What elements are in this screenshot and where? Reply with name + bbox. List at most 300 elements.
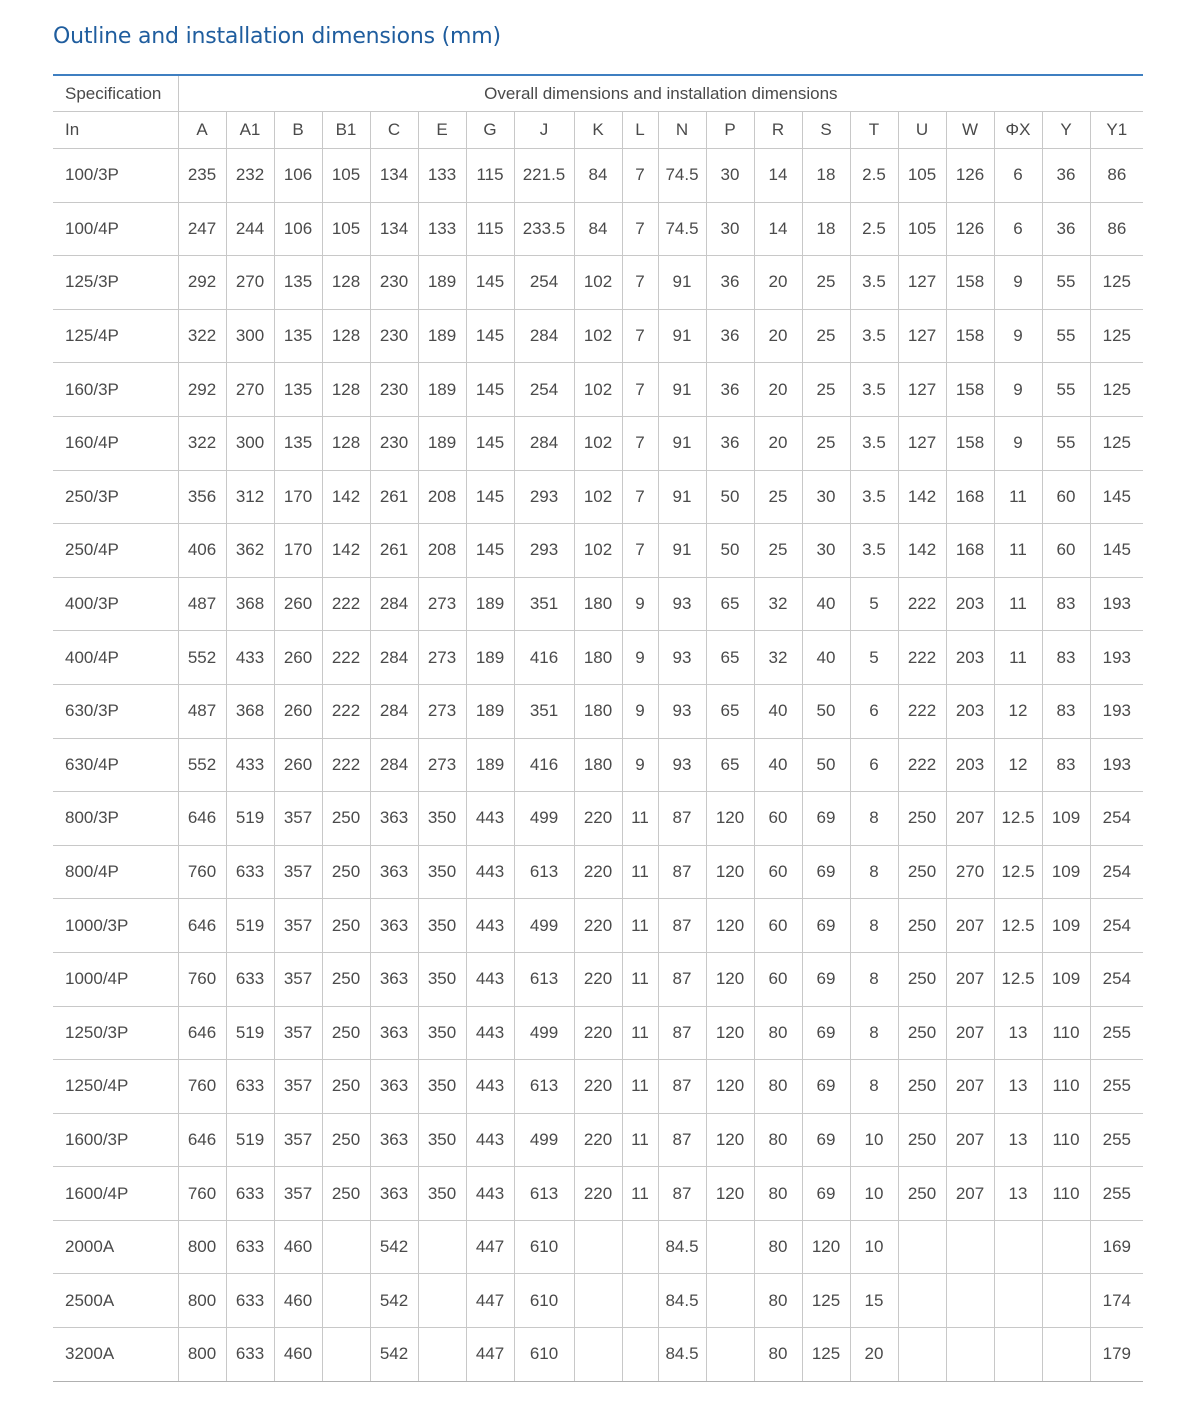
table-row (53, 416, 1143, 470)
dimension-cell: 443 (466, 792, 514, 846)
dimension-cell: 87 (658, 1060, 706, 1114)
dimension-cell: 443 (466, 1113, 514, 1167)
dimension-cell: 363 (370, 792, 418, 846)
dimension-cell: 10 (850, 1167, 898, 1221)
dimension-cell: 84.5 (658, 1220, 706, 1274)
dimension-cell: 220 (574, 1060, 622, 1114)
dimension-cell: 292 (178, 256, 226, 310)
dimension-cell: 203 (946, 738, 994, 792)
dimension-cell (994, 1328, 1042, 1382)
table-row (53, 1167, 1143, 1221)
dimension-cell (898, 1220, 946, 1274)
table-row (53, 1274, 1143, 1328)
dimension-cell: 74.5 (658, 202, 706, 256)
dimension-cell: 83 (1042, 577, 1090, 631)
dimension-cell: 36 (706, 256, 754, 310)
dimension-cell (322, 1274, 370, 1328)
dimension-cell: 322 (178, 309, 226, 363)
dimension-cell: 14 (754, 149, 802, 203)
dimension-cell: 8 (850, 1060, 898, 1114)
dimension-cell: 613 (514, 1060, 574, 1114)
dimension-cell: 8 (850, 952, 898, 1006)
dimension-cell (706, 1328, 754, 1382)
dimension-cell: 86 (1090, 202, 1143, 256)
dimension-cell: 350 (418, 1060, 466, 1114)
dimension-cell: 356 (178, 470, 226, 524)
dimension-cell: 109 (1042, 899, 1090, 953)
dimension-cell: 255 (1090, 1113, 1143, 1167)
dimension-cell: 109 (1042, 952, 1090, 1006)
dimension-cell: 250 (322, 1060, 370, 1114)
dimension-cell (706, 1274, 754, 1328)
dimension-cell: 3.5 (850, 363, 898, 417)
dimension-cell: 254 (514, 363, 574, 417)
dimension-cell: 208 (418, 524, 466, 578)
dimension-cell: 11 (994, 470, 1042, 524)
dimension-cell: 250 (898, 1060, 946, 1114)
specification-cell: 100/4P (53, 202, 178, 256)
dimension-cell: 12.5 (994, 952, 1042, 1006)
dimension-cell: 83 (1042, 684, 1090, 738)
dimension-cell: 55 (1042, 309, 1090, 363)
dimension-cell: 102 (574, 416, 622, 470)
dimension-cell: 447 (466, 1274, 514, 1328)
dimension-cell: 32 (754, 577, 802, 631)
dimension-cell: 222 (898, 577, 946, 631)
dimension-cell: 50 (802, 684, 850, 738)
dimension-cell: 11 (622, 899, 658, 953)
dimension-cell: 230 (370, 309, 418, 363)
dimension-cell: 18 (802, 149, 850, 203)
dimension-cell: 10 (850, 1220, 898, 1274)
dimension-cell: 25 (754, 524, 802, 578)
dimension-cell: 220 (574, 845, 622, 899)
dimension-cell (994, 1274, 1042, 1328)
dimension-cell: 69 (802, 952, 850, 1006)
dimension-cell: 250 (322, 792, 370, 846)
specification-cell: 125/3P (53, 256, 178, 310)
dimension-cell: 9 (622, 684, 658, 738)
dimension-cell: 460 (274, 1328, 322, 1382)
dimension-cell: 110 (1042, 1167, 1090, 1221)
in-header: In (53, 112, 178, 149)
dimension-cell: 158 (946, 309, 994, 363)
dimension-cell: 11 (994, 631, 1042, 685)
column-header: U (898, 112, 946, 149)
dimension-cell: 32 (754, 631, 802, 685)
dimension-cell: 300 (226, 416, 274, 470)
table-row (53, 202, 1143, 256)
dimension-cell: 293 (514, 470, 574, 524)
table-row (53, 577, 1143, 631)
dimension-cell: 207 (946, 1113, 994, 1167)
dimension-cell: 220 (574, 952, 622, 1006)
dimension-cell: 36 (1042, 149, 1090, 203)
dimension-cell: 519 (226, 899, 274, 953)
dimension-cell: 221.5 (514, 149, 574, 203)
dimension-cell: 260 (274, 738, 322, 792)
dimension-cell: 145 (1090, 524, 1143, 578)
dimension-cell: 36 (706, 309, 754, 363)
dimension-cell: 270 (946, 845, 994, 899)
dimension-cell: 633 (226, 1167, 274, 1221)
dimension-cell: 254 (514, 256, 574, 310)
dimension-cell: 232 (226, 149, 274, 203)
dimension-cell: 552 (178, 631, 226, 685)
dimension-cell: 128 (322, 363, 370, 417)
dimension-cell: 368 (226, 684, 274, 738)
dimension-cell: 443 (466, 845, 514, 899)
dimension-cell: 60 (1042, 470, 1090, 524)
dimension-cell (322, 1328, 370, 1382)
dimension-cell: 15 (850, 1274, 898, 1328)
dimension-cell: 145 (466, 524, 514, 578)
dimension-cell: 93 (658, 577, 706, 631)
dimension-cell: 102 (574, 524, 622, 578)
dimension-cell: 110 (1042, 1113, 1090, 1167)
dimension-cell: 36 (706, 416, 754, 470)
dimension-cell: 406 (178, 524, 226, 578)
dimension-cell: 363 (370, 899, 418, 953)
dimension-cell: 30 (706, 149, 754, 203)
dimension-cell: 633 (226, 1274, 274, 1328)
table-row (53, 1006, 1143, 1060)
dimension-cell: 189 (418, 256, 466, 310)
dimension-cell: 250 (322, 1113, 370, 1167)
dimension-cell (418, 1220, 466, 1274)
dimension-cell: 416 (514, 631, 574, 685)
dimension-cell: 633 (226, 845, 274, 899)
dimension-cell: 284 (514, 309, 574, 363)
dimension-cell: 65 (706, 631, 754, 685)
dimension-cell: 203 (946, 577, 994, 631)
dimension-cell: 84 (574, 149, 622, 203)
dimension-cell (322, 1220, 370, 1274)
dimension-cell: 91 (658, 524, 706, 578)
dimension-cell: 135 (274, 363, 322, 417)
dimension-cell: 230 (370, 256, 418, 310)
dimension-cell: 12 (994, 738, 1042, 792)
dimension-cell: 207 (946, 899, 994, 953)
dimension-cell: 357 (274, 1060, 322, 1114)
dimension-cell: 30 (802, 524, 850, 578)
dimension-cell: 145 (466, 416, 514, 470)
dimension-cell: 65 (706, 738, 754, 792)
dimension-cell: 350 (418, 1113, 466, 1167)
dimension-cell: 3.5 (850, 416, 898, 470)
dimension-cell: 87 (658, 952, 706, 1006)
dimension-cell: 193 (1090, 738, 1143, 792)
dimension-cell: 120 (706, 952, 754, 1006)
dimension-cell: 270 (226, 363, 274, 417)
dimension-cell (622, 1328, 658, 1382)
dimension-cell: 447 (466, 1220, 514, 1274)
dimension-cell: 93 (658, 738, 706, 792)
dimension-cell: 158 (946, 256, 994, 310)
dimension-cell: 127 (898, 363, 946, 417)
dimension-cell: 193 (1090, 684, 1143, 738)
dimension-cell: 36 (1042, 202, 1090, 256)
dimension-cell: 230 (370, 416, 418, 470)
dimension-cell: 189 (466, 631, 514, 685)
dimension-cell: 180 (574, 684, 622, 738)
column-header: W (946, 112, 994, 149)
dimension-cell: 222 (898, 684, 946, 738)
dimension-cell: 250 (898, 1113, 946, 1167)
dimension-cell: 30 (802, 470, 850, 524)
dimension-cell: 11 (622, 1006, 658, 1060)
dimension-cell: 193 (1090, 577, 1143, 631)
dimension-cell: 120 (706, 1006, 754, 1060)
table-row (53, 792, 1143, 846)
dimension-cell: 7 (622, 524, 658, 578)
dimension-cell (706, 1220, 754, 1274)
dimension-cell: 255 (1090, 1060, 1143, 1114)
dimension-cell: 254 (1090, 792, 1143, 846)
dimension-cell: 80 (754, 1328, 802, 1382)
dimensions-table (53, 76, 1143, 1382)
dimension-cell: 87 (658, 1113, 706, 1167)
dimension-cell: 610 (514, 1328, 574, 1382)
dimension-cell: 646 (178, 1006, 226, 1060)
dimension-cell: 128 (322, 416, 370, 470)
specification-cell: 400/3P (53, 577, 178, 631)
dimension-cell: 443 (466, 899, 514, 953)
dimension-cell: 13 (994, 1006, 1042, 1060)
dimension-cell: 189 (466, 577, 514, 631)
table-row (53, 309, 1143, 363)
dimension-cell: 760 (178, 1167, 226, 1221)
dimension-cell: 174 (1090, 1274, 1143, 1328)
dimension-cell: 145 (466, 363, 514, 417)
dimension-cell: 105 (898, 149, 946, 203)
dimension-cell: 60 (754, 792, 802, 846)
dimension-cell: 80 (754, 1274, 802, 1328)
dimension-cell: 443 (466, 1167, 514, 1221)
table-row (53, 738, 1143, 792)
dimension-cell: 443 (466, 952, 514, 1006)
dimension-cell: 247 (178, 202, 226, 256)
dimension-cell: 254 (1090, 899, 1143, 953)
dimension-cell: 84 (574, 202, 622, 256)
dimension-cell: 142 (322, 524, 370, 578)
dimension-cell: 84.5 (658, 1274, 706, 1328)
dimension-cell: 20 (754, 256, 802, 310)
dimension-cell: 312 (226, 470, 274, 524)
dimension-cell: 180 (574, 738, 622, 792)
dimension-cell: 133 (418, 149, 466, 203)
dimension-cell: 128 (322, 256, 370, 310)
dimension-cell: 120 (802, 1220, 850, 1274)
column-header: C (370, 112, 418, 149)
dimension-cell: 135 (274, 256, 322, 310)
dimension-cell: 125 (802, 1274, 850, 1328)
dimension-cell: 36 (706, 363, 754, 417)
dimension-cell: 250 (322, 845, 370, 899)
dimension-cell: 13 (994, 1060, 1042, 1114)
dimension-cell: 91 (658, 416, 706, 470)
dimension-cell: 25 (802, 309, 850, 363)
specification-cell: 3200A (53, 1328, 178, 1382)
dimension-cell: 158 (946, 363, 994, 417)
dimension-cell: 350 (418, 1006, 466, 1060)
dimension-cell: 80 (754, 1167, 802, 1221)
dimension-cell: 3.5 (850, 309, 898, 363)
dimension-cell: 646 (178, 1113, 226, 1167)
dimension-cell: 235 (178, 149, 226, 203)
dimension-cell: 50 (706, 524, 754, 578)
dimension-cell: 50 (802, 738, 850, 792)
dimension-cell: 9 (622, 631, 658, 685)
column-header: Y1 (1090, 112, 1143, 149)
specification-cell: 1250/4P (53, 1060, 178, 1114)
dimensions-group-header: Overall dimensions and installation dimensions (178, 76, 1143, 112)
dimension-cell: 18 (802, 202, 850, 256)
dimension-cell: 80 (754, 1006, 802, 1060)
dimension-cell: 55 (1042, 416, 1090, 470)
dimension-cell: 800 (178, 1274, 226, 1328)
dimension-cell: 284 (514, 416, 574, 470)
dimension-cell (574, 1220, 622, 1274)
dimension-cell: 193 (1090, 631, 1143, 685)
dimension-cell: 351 (514, 684, 574, 738)
dimension-cell: 145 (466, 470, 514, 524)
dimension-cell (574, 1274, 622, 1328)
dimension-cell: 50 (706, 470, 754, 524)
dimension-cell: 552 (178, 738, 226, 792)
dimension-cell: 125 (1090, 256, 1143, 310)
dimension-cell: 292 (178, 363, 226, 417)
dimension-cell: 142 (898, 524, 946, 578)
dimension-cell: 115 (466, 202, 514, 256)
dimension-cell: 11 (994, 524, 1042, 578)
dimension-cell: 60 (754, 845, 802, 899)
table-body (53, 149, 1143, 1382)
dimension-cell (898, 1274, 946, 1328)
dimension-cell: 220 (574, 1113, 622, 1167)
dimension-cell: 102 (574, 470, 622, 524)
dimension-cell: 3.5 (850, 470, 898, 524)
dimension-cell: 610 (514, 1220, 574, 1274)
column-header: B1 (322, 112, 370, 149)
specification-cell: 100/3P (53, 149, 178, 203)
dimension-cell: 40 (754, 684, 802, 738)
dimension-cell: 350 (418, 792, 466, 846)
specification-cell: 800/4P (53, 845, 178, 899)
dimension-cell: 610 (514, 1274, 574, 1328)
dimension-cell: 2.5 (850, 149, 898, 203)
table-row (53, 470, 1143, 524)
column-header: J (514, 112, 574, 149)
dimension-cell: 87 (658, 1006, 706, 1060)
dimension-cell: 250 (322, 899, 370, 953)
dimension-cell: 443 (466, 1006, 514, 1060)
dimension-cell: 65 (706, 684, 754, 738)
table-row (53, 631, 1143, 685)
dimension-cell (622, 1220, 658, 1274)
dimension-cell: 363 (370, 845, 418, 899)
dimension-cell: 250 (898, 845, 946, 899)
column-header: T (850, 112, 898, 149)
dimension-cell: 261 (370, 470, 418, 524)
dimension-cell: 273 (418, 738, 466, 792)
dimension-cell: 250 (898, 899, 946, 953)
dimension-cell: 7 (622, 363, 658, 417)
dimension-cell: 91 (658, 363, 706, 417)
dimension-cell: 499 (514, 1006, 574, 1060)
dimension-cell: 273 (418, 684, 466, 738)
dimension-cell: 416 (514, 738, 574, 792)
dimension-cell: 9 (994, 363, 1042, 417)
dimension-cell: 244 (226, 202, 274, 256)
dimension-cell: 106 (274, 202, 322, 256)
table-row (53, 1328, 1143, 1382)
dimension-cell: 145 (1090, 470, 1143, 524)
dimension-cell: 363 (370, 1113, 418, 1167)
dimension-cell: 87 (658, 792, 706, 846)
dimension-cell: 179 (1090, 1328, 1143, 1382)
dimension-cell: 250 (898, 792, 946, 846)
dimension-cell: 60 (754, 952, 802, 1006)
dimension-cell: 189 (418, 363, 466, 417)
dimension-cell: 11 (622, 792, 658, 846)
column-header: L (622, 112, 658, 149)
dimension-cell: 222 (322, 577, 370, 631)
column-header: A1 (226, 112, 274, 149)
dimension-cell: 168 (946, 524, 994, 578)
dimension-cell: 127 (898, 416, 946, 470)
dimension-cell: 261 (370, 524, 418, 578)
table-row (53, 363, 1143, 417)
dimension-cell: 760 (178, 1060, 226, 1114)
dimension-cell: 40 (754, 738, 802, 792)
dimension-cell: 80 (754, 1113, 802, 1167)
dimension-cell: 293 (514, 524, 574, 578)
dimension-cell: 25 (802, 363, 850, 417)
specification-cell: 1250/3P (53, 1006, 178, 1060)
dimension-cell: 69 (802, 1167, 850, 1221)
dimension-cell: 12.5 (994, 792, 1042, 846)
dimension-cell: 9 (622, 738, 658, 792)
dimension-cell: 13 (994, 1113, 1042, 1167)
dimension-cell: 222 (322, 738, 370, 792)
dimension-cell: 443 (466, 1060, 514, 1114)
specification-cell: 1600/4P (53, 1167, 178, 1221)
dimension-cell: 250 (898, 1167, 946, 1221)
dimension-cell: 55 (1042, 256, 1090, 310)
dimension-cell: 189 (466, 684, 514, 738)
dimension-cell: 8 (850, 845, 898, 899)
dimension-cell: 170 (274, 524, 322, 578)
dimension-cell: 9 (994, 256, 1042, 310)
dimension-cell: 6 (850, 684, 898, 738)
column-header: G (466, 112, 514, 149)
dimension-cell: 8 (850, 792, 898, 846)
dimension-cell: 69 (802, 899, 850, 953)
dimension-cell: 69 (802, 1060, 850, 1114)
dimension-cell: 180 (574, 577, 622, 631)
dimension-cell: 363 (370, 1006, 418, 1060)
dimension-cell: 357 (274, 845, 322, 899)
dimension-cell: 20 (754, 416, 802, 470)
dimension-cell: 613 (514, 845, 574, 899)
dimension-cell: 86 (1090, 149, 1143, 203)
dimension-cell: 74.5 (658, 149, 706, 203)
dimension-cell: 9 (622, 577, 658, 631)
dimension-cell: 7 (622, 256, 658, 310)
dimension-cell: 207 (946, 1167, 994, 1221)
dimension-cell: 207 (946, 792, 994, 846)
